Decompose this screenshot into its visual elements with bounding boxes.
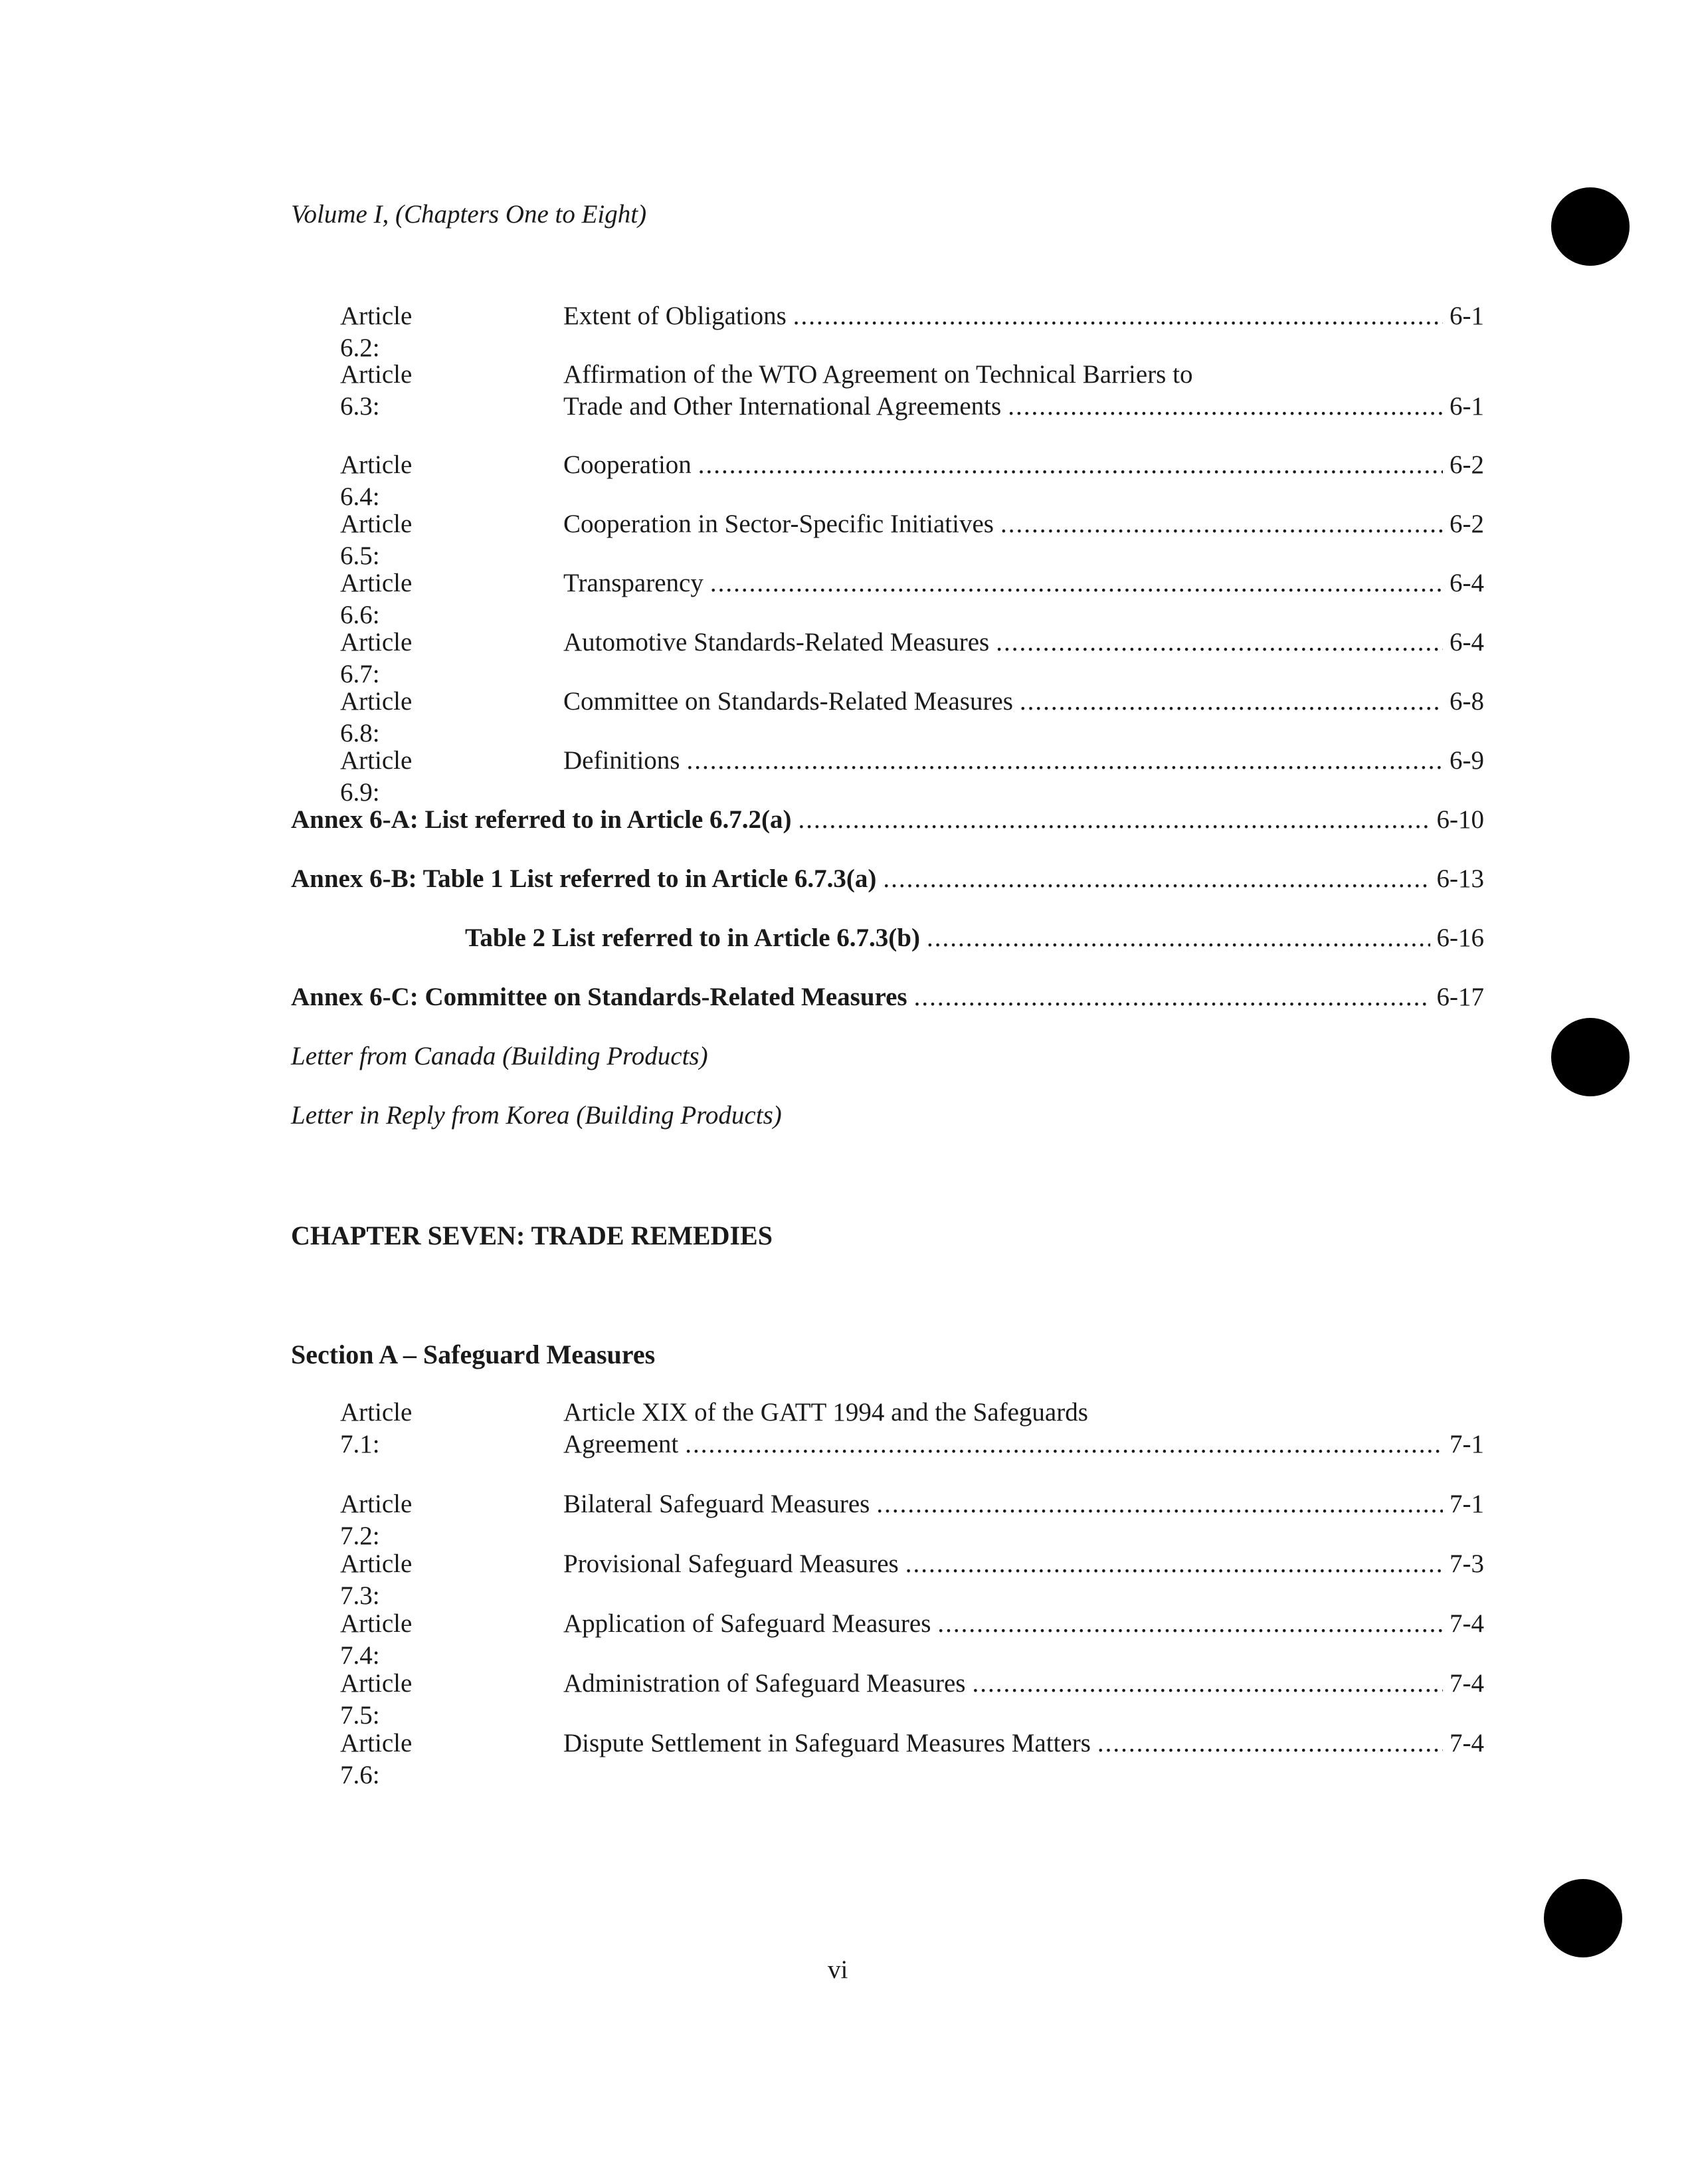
toc-annex-entry[interactable]: [291, 804, 1484, 836]
article-label: Article 7.3:: [340, 1549, 413, 1610]
entry-title: Administration of Safeguard Measures: [563, 1669, 966, 1698]
volume-header: Volume I, (Chapters One to Eight): [291, 200, 647, 229]
leader-dots: [996, 627, 1443, 658]
page-number: 6-4: [1450, 569, 1484, 597]
toc-annex-entry[interactable]: [291, 981, 1484, 1013]
article-label: Article 7.2:: [340, 1490, 413, 1550]
page-footer-number: vi: [828, 1955, 848, 1984]
entry-title: Provisional Safeguard Measures: [563, 1549, 899, 1578]
leader-dots: [1008, 391, 1443, 423]
article-label: Article 7.5:: [340, 1669, 413, 1730]
leader-dots: [698, 449, 1443, 481]
leader-dots: [876, 1488, 1443, 1520]
chapter-heading[interactable]: CHAPTER SEVEN: TRADE REMEDIES: [291, 1221, 773, 1250]
page-number: 7-1: [1450, 1430, 1484, 1458]
page-number: 6-8: [1450, 687, 1484, 716]
annex-title: Table 2 List referred to in Article 6.7.3(b): [465, 924, 920, 952]
toc-letter[interactable]: Letter from Canada (Building Products): [291, 1042, 708, 1070]
toc-letter[interactable]: Letter in Reply from Korea (Building Products): [291, 1101, 782, 1130]
entry-title: Agreement: [563, 1430, 679, 1458]
entry-title: Bilateral Safeguard Measures: [563, 1490, 870, 1518]
toc-annex-entry[interactable]: [291, 863, 1484, 895]
entry-line: [563, 567, 1484, 599]
page-number: 6-13: [1436, 864, 1484, 893]
leader-dots: [883, 863, 1430, 895]
entry-title: Cooperation: [563, 450, 692, 479]
page-number: 6-4: [1450, 628, 1484, 656]
article-label: Article 6.4:: [340, 450, 413, 511]
entry-line: [563, 1668, 1484, 1700]
page-number: 7-4: [1450, 1609, 1484, 1638]
article-label: Article 6.3:: [340, 360, 413, 421]
toc-annex-entry[interactable]: [465, 922, 1484, 954]
entry-line: [563, 449, 1484, 481]
entry-line: [563, 508, 1484, 540]
annex-title: Annex 6-C: Committee on Standards-Related Measures: [291, 983, 907, 1011]
entry-title: Committee on Standards-Related Measures: [563, 687, 1013, 716]
leader-dots: [927, 922, 1430, 954]
entry-line: [563, 1548, 1484, 1580]
entry-line: [563, 1608, 1484, 1640]
punch-hole: [1544, 1879, 1622, 1957]
leader-dots: [937, 1608, 1443, 1640]
leader-dots: [972, 1668, 1443, 1700]
page-number: 6-1: [1450, 302, 1484, 330]
entry-line: [563, 686, 1484, 718]
entry-line: [563, 745, 1484, 777]
entry-line: [563, 1488, 1484, 1520]
article-label: Article 7.6:: [340, 1729, 413, 1789]
page-number: 6-16: [1436, 924, 1484, 952]
article-label: Article 7.4:: [340, 1609, 413, 1670]
leader-dots: [686, 745, 1443, 777]
page-number: 6-2: [1450, 510, 1484, 538]
annex-title: Annex 6-B: Table 1 List referred to in Article 6.7.3(a): [291, 864, 877, 893]
entry-line: [563, 391, 1484, 423]
entry-title: Definitions: [563, 746, 680, 775]
article-label: Article 7.1:: [340, 1398, 413, 1458]
article-label: Article 6.2:: [340, 302, 413, 362]
page-number: 6-2: [1450, 450, 1484, 479]
annex-title: Annex 6-A: List referred to in Article 6.7.2(a): [291, 805, 792, 834]
entry-title: Trade and Other International Agreements: [563, 392, 1002, 421]
leader-dots: [793, 300, 1443, 332]
article-label: Article 6.5:: [340, 510, 413, 570]
entry-title: Automotive Standards-Related Measures: [563, 628, 990, 656]
leader-dots: [710, 567, 1443, 599]
entry-line: [563, 627, 1484, 658]
punch-hole: [1551, 187, 1630, 266]
page-number: 6-17: [1436, 983, 1484, 1011]
entry-line: [563, 1429, 1484, 1460]
leader-dots: [914, 981, 1430, 1013]
leader-dots: [1000, 508, 1443, 540]
section-heading[interactable]: Section A – Safeguard Measures: [291, 1340, 656, 1369]
article-label: Article 6.6:: [340, 569, 413, 629]
entry-title: Cooperation in Sector-Specific Initiatives: [563, 510, 994, 538]
entry-title: Dispute Settlement in Safeguard Measures Matters: [563, 1729, 1091, 1757]
entry-title: Application of Safeguard Measures: [563, 1609, 931, 1638]
entry-line: [563, 1728, 1484, 1759]
entry-line: [563, 300, 1484, 332]
page-number: 6-9: [1450, 746, 1484, 775]
article-label: Article 6.7:: [340, 628, 413, 688]
page-number: 6-10: [1436, 805, 1484, 834]
entry-title-line1: Article XIX of the GATT 1994 and the Safeguards: [563, 1398, 1088, 1427]
leader-dots: [685, 1429, 1443, 1460]
page-number: 7-4: [1450, 1729, 1484, 1757]
leader-dots: [1020, 686, 1443, 718]
leader-dots: [1097, 1728, 1443, 1759]
entry-title: Transparency: [563, 569, 704, 597]
article-label: Article 6.9:: [340, 746, 413, 807]
leader-dots: [905, 1548, 1443, 1580]
leader-dots: [798, 804, 1430, 836]
page-number: 7-3: [1450, 1549, 1484, 1578]
entry-title: Extent of Obligations: [563, 302, 787, 330]
entry-title-line1: Affirmation of the WTO Agreement on Technical Barriers to: [563, 360, 1193, 389]
page-number: 7-4: [1450, 1669, 1484, 1698]
article-label: Article 6.8:: [340, 687, 413, 747]
page-number: 7-1: [1450, 1490, 1484, 1518]
punch-hole: [1551, 1018, 1630, 1096]
page-number: 6-1: [1450, 392, 1484, 421]
